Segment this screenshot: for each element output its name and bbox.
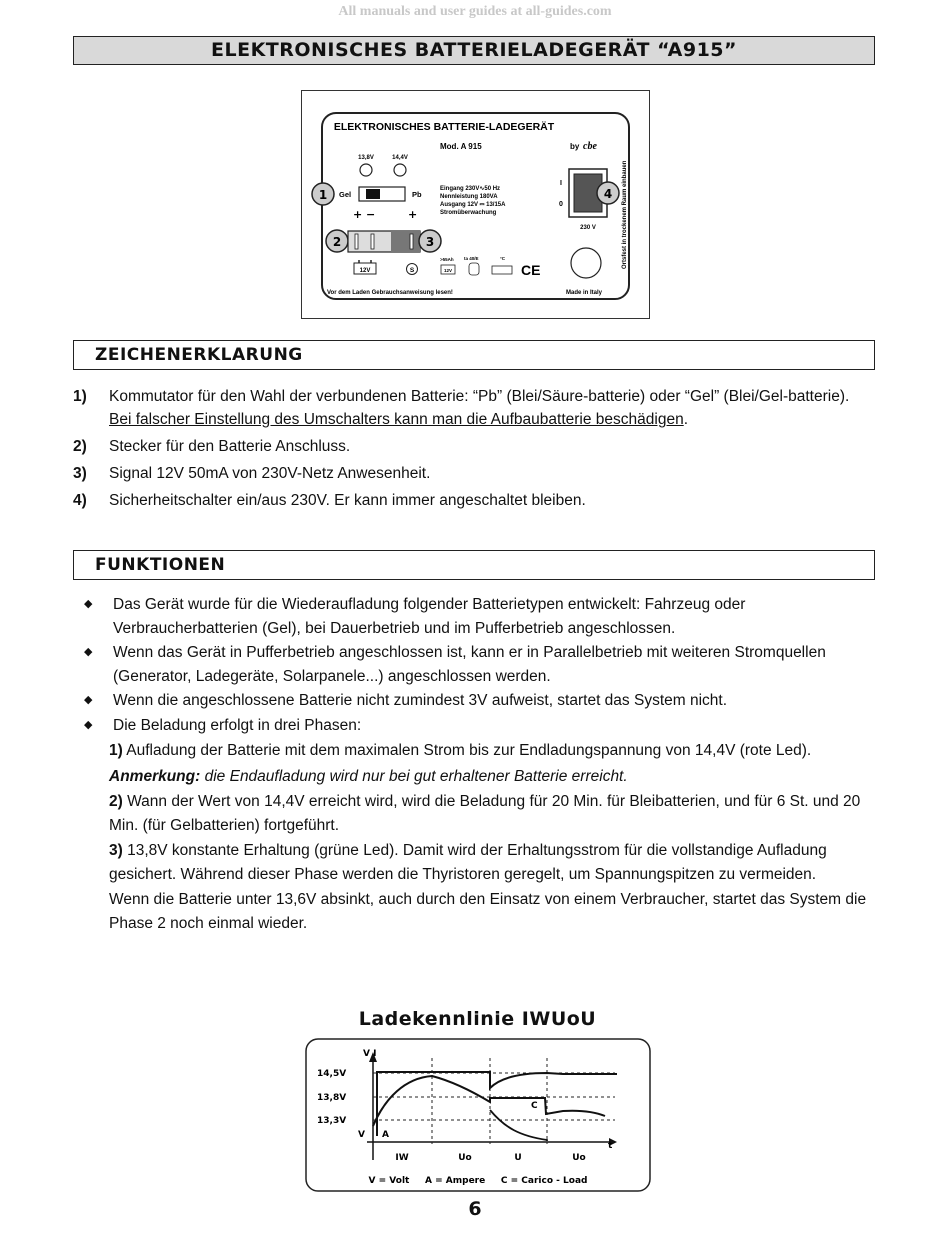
page-title: ELEKTRONISCHES BATTERIELADEGERÄT “A915” xyxy=(73,36,875,65)
phase-2-text: Wann der Wert von 14,4V erreicht wird, wird die Beladung für 20 Min. für Bleibatterien, und für 6 St. und 20 Min. (für Gelbatterien) fortgeführt. xyxy=(109,793,861,834)
phase-2-number: 2) xyxy=(109,793,123,810)
legend-number: 2) xyxy=(73,438,87,455)
front-panel-figure xyxy=(301,90,650,319)
phase-2-paragraph xyxy=(80,790,870,837)
legend-heading: ZEICHENERKLARUNG xyxy=(73,340,875,370)
phase-1-paragraph xyxy=(80,739,870,763)
legend-item xyxy=(73,385,873,431)
phase-label-iw: IW xyxy=(395,1153,409,1163)
list-item-text: Das Gerät wurde für die Wiederaufladung folgender Batterietypen entwickelt: Fahrzeug oder Verbraucherbatterien (Gel), bei Dauerbetrieb und im Pufferbetrieb angeschlossen. xyxy=(113,596,746,637)
legend-number: 4) xyxy=(73,492,87,509)
switch-on-label: I xyxy=(560,180,562,187)
legend-number: 1) xyxy=(73,388,87,405)
charging-curve-svg xyxy=(305,1038,651,1192)
diagram-frame xyxy=(306,1039,650,1191)
legend-text-tail: . xyxy=(683,411,689,428)
diamond-bullet-icon: ◆ xyxy=(84,598,93,610)
list-item xyxy=(80,689,870,713)
legend-text: Stecker für den Batterie Anschluss. xyxy=(109,438,351,455)
note-text: die Endaufladung wird nur bei gut erhaltener Batterie erreicht. xyxy=(204,767,628,785)
functions-list xyxy=(80,593,870,935)
list-item xyxy=(80,641,870,688)
polarity-plus-minus-label: + − xyxy=(353,208,376,221)
switch-voltage-label: 230 V xyxy=(580,225,596,231)
thermal-protection-icon xyxy=(492,266,512,274)
legend-text-main: Kommutator für den Wahl der verbundenen Batterie: “Pb” (Blei/Säure-batterie) oder “Gel” (Blei/Gel-batterie). xyxy=(109,388,850,405)
temperature-label: °C xyxy=(500,256,506,261)
tick-label-14-5v: 14,5V xyxy=(317,1069,347,1079)
a-curve-label: A xyxy=(382,1130,389,1140)
page-number: 6 xyxy=(468,1198,482,1220)
panel-brand-logo: cbe xyxy=(583,141,597,152)
tick-label-13-3v: 13,3V xyxy=(317,1116,347,1126)
diamond-bullet-icon: ◆ xyxy=(84,646,93,658)
phase-label-uo-2: Uo xyxy=(572,1153,586,1163)
callout-3-label: 3 xyxy=(425,235,435,249)
battery-selector-switch xyxy=(359,187,405,201)
led-label-right: 14,4V xyxy=(392,155,408,161)
legend-list xyxy=(73,385,873,516)
phase-1-number: 1) xyxy=(109,742,123,759)
c-curve-label: C xyxy=(531,1101,538,1111)
ah-battery-label: 12V xyxy=(443,268,453,273)
led-red-icon xyxy=(394,164,406,176)
phase-label-uo: Uo xyxy=(458,1153,472,1163)
front-panel-drawing xyxy=(302,91,649,318)
site-watermark: All manuals and user guides at all-guides.com xyxy=(338,4,612,19)
list-item xyxy=(80,714,870,738)
note-paragraph xyxy=(80,765,870,789)
legend-item xyxy=(73,489,873,512)
transformer-icon xyxy=(469,263,479,275)
panel-by: by xyxy=(570,142,580,151)
panel-model: Mod. A 915 xyxy=(440,142,482,151)
chart-legend: V = Volt A = Ampere C = Carico - Load xyxy=(368,1176,588,1186)
legend-warning-underlined: Bei falscher Einstellung des Umschalters kann man die Aufbaubatterie beschädigen xyxy=(109,411,684,428)
spec-line-1: Eingang 230V∿50 Hz xyxy=(440,186,501,192)
led-label-left: 13,8V xyxy=(358,155,374,161)
install-note-vertical: Ortsfest in trockenem Raum einbauen xyxy=(622,160,628,269)
diamond-bullet-icon: ◆ xyxy=(84,718,93,731)
cable-gland-icon xyxy=(571,248,601,278)
list-item-text: Wenn das Gerät in Pufferbetrieb angeschlossen ist, kann er in Parallelbetrieb mit weiteren Stromquellen (Generator, Ladegeräte, Solarpanele...) angeschlossen werden. xyxy=(113,644,826,685)
callout-4-label: 4 xyxy=(603,187,613,201)
functions-heading: FUNKTIONEN xyxy=(73,550,875,580)
charging-curve-diagram xyxy=(305,1038,651,1192)
y-axis-label: V I xyxy=(363,1049,377,1059)
phase-3-number: 3) xyxy=(109,842,123,859)
phase-3-text: 13,8V konstante Erhaltung (grüne Led). Damit wird der Erhaltungsstrom für die vollstandige Aufladung gesichert. Während dieser Phase werden die Thyristoren geregelt, um Spannungspitzen zu vermeiden. xyxy=(109,842,827,883)
callout-1-label: 1 xyxy=(318,188,328,202)
phase-label-u: U xyxy=(514,1153,522,1163)
ta-label: ta 40/E xyxy=(464,256,479,261)
note-label: Anmerkung: xyxy=(109,767,201,785)
s-mark-label: S xyxy=(409,267,415,274)
panel-footer-right: Made in Italy xyxy=(566,290,603,296)
polarity-plus-label: + xyxy=(408,208,418,221)
callout-2-label: 2 xyxy=(332,235,342,249)
switch-off-label: 0 xyxy=(559,201,563,208)
panel-footer-left: Vor dem Laden Gebrauchsanweisung lesen! xyxy=(327,290,453,296)
tick-label-13-8v: 13,8V xyxy=(317,1093,347,1103)
list-item-text: Wenn die angeschlossene Batterie nicht zumindest 3V aufweist, startet das System nicht. xyxy=(113,692,728,709)
spec-line-2: Nennleistung 180VA xyxy=(440,194,498,200)
v-curve-label: V xyxy=(358,1130,365,1140)
switch-pb-label: Pb xyxy=(412,190,422,199)
battery-selector-knob-icon xyxy=(366,189,380,199)
t-axis-label: t xyxy=(608,1141,613,1151)
diamond-bullet-icon: ◆ xyxy=(84,694,93,706)
legend-text: Signal 12V 50mA von 230V-Netz Anwesenheit. xyxy=(109,465,431,482)
legend-item xyxy=(73,435,873,458)
battery-symbol-label: 12V xyxy=(359,268,371,274)
spec-line-4: Stromüberwachung xyxy=(440,210,497,216)
phase-1-text: Aufladung der Batterie mit dem maximalen Strom bis zur Endladungspannung von 14,4V (rote Led). xyxy=(126,742,812,759)
legend-text xyxy=(109,385,873,431)
legend-number: 3) xyxy=(73,465,87,482)
ce-mark-logo: CE xyxy=(521,262,541,278)
list-item-text: Die Beladung erfolgt in drei Phasen: xyxy=(113,716,362,734)
closing-paragraph: Wenn die Batterie unter 13,6V absinkt, auch durch den Einsatz von einem Verbraucher, startet das System die Phase 2 noch einmal wieder. xyxy=(109,891,867,932)
list-item xyxy=(80,593,870,640)
signal-connector-icon xyxy=(391,231,420,252)
phase-3-paragraph xyxy=(80,839,870,886)
ah-label: >55Ah xyxy=(440,257,454,262)
led-green-icon xyxy=(360,164,372,176)
switch-gel-label: Gel xyxy=(339,190,352,199)
chart-title: Ladekennlinie IWUoU xyxy=(358,1008,597,1030)
spec-line-3: Ausgang 12V ⎓ 13/15A xyxy=(440,202,506,208)
legend-item xyxy=(73,462,873,485)
legend-text: Sicherheitschalter ein/aus 230V. Er kann immer angeschaltet bleiben. xyxy=(109,492,586,509)
panel-heading: ELEKTRONISCHES BATTERIE-LADEGERÄT xyxy=(333,121,555,133)
